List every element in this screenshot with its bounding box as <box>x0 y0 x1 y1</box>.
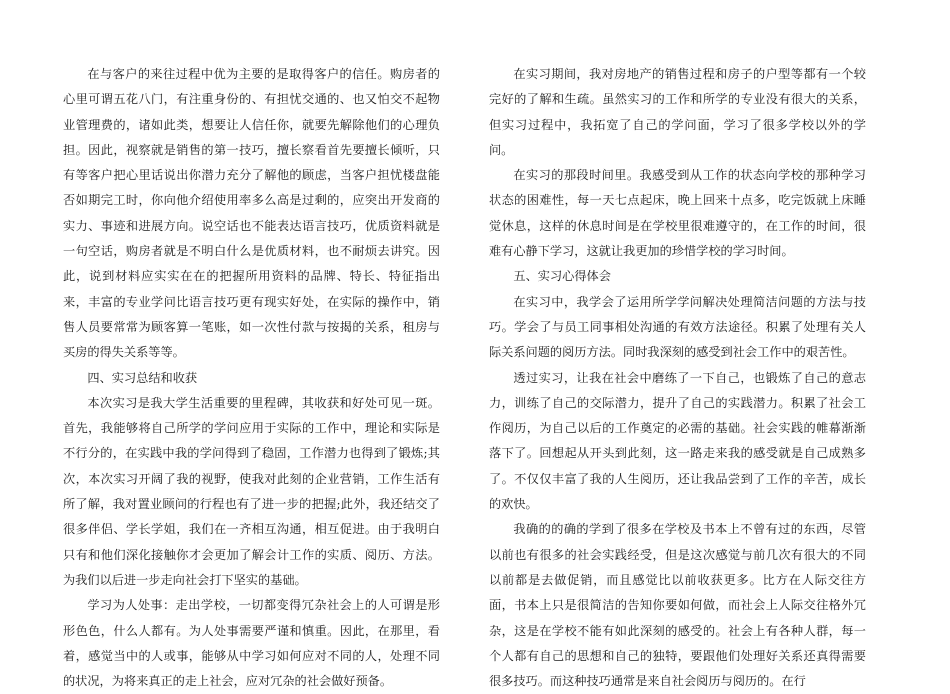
paragraph-internship-gains: 本次实习是我大学生活重要的里程碑，其收获和好处可见一斑。首先，我能够将自己所学的学问应用于实际的工作中，理论和实际是不行分的，在实践中我的学问得到了稳固，工作潜力也得到了锻炼;其次，本次实习开阔了我的视野，使我对此刻的企业营销，工作生活有所了解，我对置业顾问的行程也有了进一步的把握;此外，我还结交了很多伴侣、学长学姐，我们在一齐相互沟通，相互促进。由于我明白只有和他们深化接触你才会更加了解会计工作的实质、阅历、方法。为我们以后进一步走向社会打下坚实的基础。 <box>63 395 440 587</box>
section-heading-summary: 四、实习总结和收获 <box>87 370 198 385</box>
paragraph-customer-trust: 在与客户的来往过程中优为主要的是取得客户的信任。购房者的心里可谓五花八门，有注重身份的、有担忧交通的、也又怕交不起物业管理费的，诸如此类，想要让人信任你，就要先解除他们的心理负担。因此，视察就是销售的第一技巧，擅长察看首先要擅长倾听，只有等客户把心里话说出你潜力充分了解他的顾虑，当客户担忧楼盘能否如期完工时，你向他介绍使用率多么高是过剩的，应突出开发商的实力、事迹和进展方向。说空话也不能表达语言技巧，优质资料就是一句空话，购房者就是不明白什么是优质材料，也不耐烦去讲究。因此，说到材料应实实在在的把握所用资料的品牌、特长、特征指出来，丰富的专业学问比语言技巧更有现实好处，在实际的操作中，销售人员要常常为顾客算一笔账，如一次性付款与按揭的关系，租房与买房的得失关系等等。 <box>63 67 440 360</box>
section-heading-reflections: 五、实习心得体会 <box>513 269 611 284</box>
paragraph-self-growth: 透过实习，让我在社会中磨练了一下自己，也锻炼了自己的意志力，训练了自己的交际潜力，提升了自己的实践潜力。积累了社会工作阅历，为自己以后的工作奠定的必需的基础。社会实践的帷幕渐渐落下了。回想起从开头到此刻，这一路走来我的感受就是自己成熟多了。不仅仅丰富了我的人生阅历，还让我品尝到了工作的辛苦，成长的欢快。 <box>489 370 866 512</box>
paragraph-learning-conduct: 学习为人处事：走出学校，一切都变得冗杂社会上的人可谓是形形色色，什么人都有。为人处事需要严谨和慎重。因此，在那里，看着，感觉当中的人或事，能够从中学习如何应对不同的人，处理不同的状况，为将来真正的走上社会，应对冗杂的社会做好预备。 <box>63 598 440 689</box>
paragraph-work-vs-study: 在实习的那段时间里。我感受到从工作的状态向学校的那种学习状态的困难性，每一天七点起床，晚上回来十点多，吃完饭就上床睡觉休息，这样的休息时间是在学校里很难遵守的，在工作的时间，很难有心静下学习，这就让我更加的珍惜学校的学习时间。 <box>489 168 866 259</box>
paragraph-sales-process: 在实习期间，我对房地产的销售过程和房子的户型等都有一个较完好的了解和生疏。虽然实习的工作和所学的专业没有很大的关系，但实习过程中，我拓宽了自己的学问面，学习了很多学校以外的学问。 <box>489 67 866 157</box>
right-column <box>489 62 866 694</box>
paragraph-skills-learned: 在实习中，我学会了运用所学学问解决处理简洁问题的方法与技巧。学会了与员工同事相处沟通的有效方法途径。积累了处理有关人际关系问题的阅历方法。同时我深刻的感受到社会工作中的艰苦性。 <box>489 294 866 360</box>
left-column <box>63 62 440 694</box>
paragraph-social-experience: 我确的的确的学到了很多在学校及书本上不曾有过的东西，尽管以前也有很多的社会实践经受，但是这次感觉与前几次有很大的不同以前都是去做促销，而且感觉比以前收获更多。比方在人际交往方面，书本上只是很简洁的告知你要如何做，而社会上人际交往格外冗杂，这是在学校不能有如此深刻的感受的。社会上有各种人群，每一个人都有自己的思想和自己的独特，要跟他们处理好关系还真得需要很多技巧。而这种技巧通常是来自社会阅历与阅历的。在行 <box>489 522 866 689</box>
